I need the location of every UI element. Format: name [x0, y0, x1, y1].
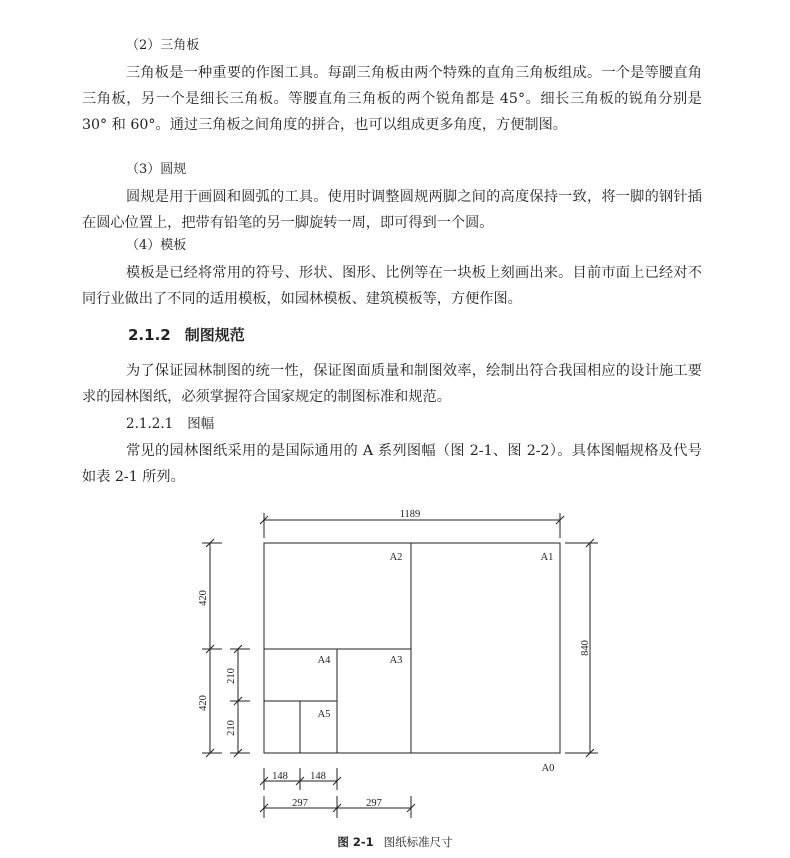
dim-left-upper-label: 420 — [198, 590, 209, 606]
section-heading-title: 制图规范 — [184, 326, 245, 344]
paragraph-intro: 为了保证园林制图的统一性，保证图面质量和制图效率，绘制出符合我国相应的设计施工要求的园林图纸，必须掌握符合国家规定的制图标准和规范。 — [82, 363, 702, 405]
section-heading-number: 2.1.2 — [128, 326, 171, 344]
dim-right-label: 840 — [580, 640, 591, 656]
label-a2: A2 — [389, 552, 403, 563]
figure-caption — [0, 834, 790, 850]
dim-bottom-a-label: 148 — [272, 771, 288, 782]
dim-bottom-b-label: 148 — [310, 771, 326, 782]
figure-caption-number: 图 2-1 — [337, 835, 374, 849]
dim-left-lower-label: 420 — [198, 695, 209, 711]
label-a5: A5 — [317, 709, 331, 720]
paragraph-paper-sizes: 常见的园林图纸采用的是国际通用的 A 系列图幅（图 2-1、图 2-2）。具体图幅规格及代号如表 2-1 所列。 — [82, 443, 702, 485]
figure-caption-text: 图纸标准尺寸 — [383, 835, 453, 849]
label-a0: A0 — [541, 763, 555, 774]
section-title-compass: （3）圆规 — [126, 162, 187, 177]
label-a1: A1 — [540, 552, 554, 563]
dim-top-label: 1189 — [399, 509, 421, 520]
section-title-template: （4）模板 — [126, 238, 187, 253]
paragraph-template: 模板是已经将常用的符号、形状、图形、比例等在一块板上刻画出来。目前市面上已经对不同行业做出了不同的适用模板，如园林模板、建筑模板等，方便作图。 — [82, 265, 702, 307]
dim-bottom-d-label: 297 — [366, 798, 382, 809]
subheading-number: 2.1.2.1 — [126, 416, 174, 432]
paragraph-compass: 圆规是用于画圆和圆弧的工具。使用时调整圆规两脚之间的高度保持一致，将一脚的钢针插在圆心位置上，把带有铅笔的另一脚旋转一周，即可得到一个圆。 — [82, 189, 702, 231]
label-a4: A4 — [317, 655, 331, 666]
label-a3: A3 — [389, 655, 403, 666]
sheet-a0 — [264, 543, 560, 753]
dim-inner-lower-label: 210 — [226, 720, 237, 736]
dim-inner-upper-label: 210 — [226, 668, 237, 684]
section-title-triangle: （2）三角板 — [126, 38, 200, 53]
subheading-title: 图幅 — [187, 416, 215, 432]
dim-bottom-c-label: 297 — [292, 798, 308, 809]
paragraph-triangle: 三角板是一种重要的作图工具。每副三角板由两个特殊的直角三角板组成。一个是等腰直角三角板，另一个是细长三角板。等腰直角三角板的两个锐角都是 45°。细长三角板的锐角分别是 30° 和 60°。通过三角板之间角度的拼合，也可以组成更多角度，方便制图。 — [82, 65, 702, 133]
